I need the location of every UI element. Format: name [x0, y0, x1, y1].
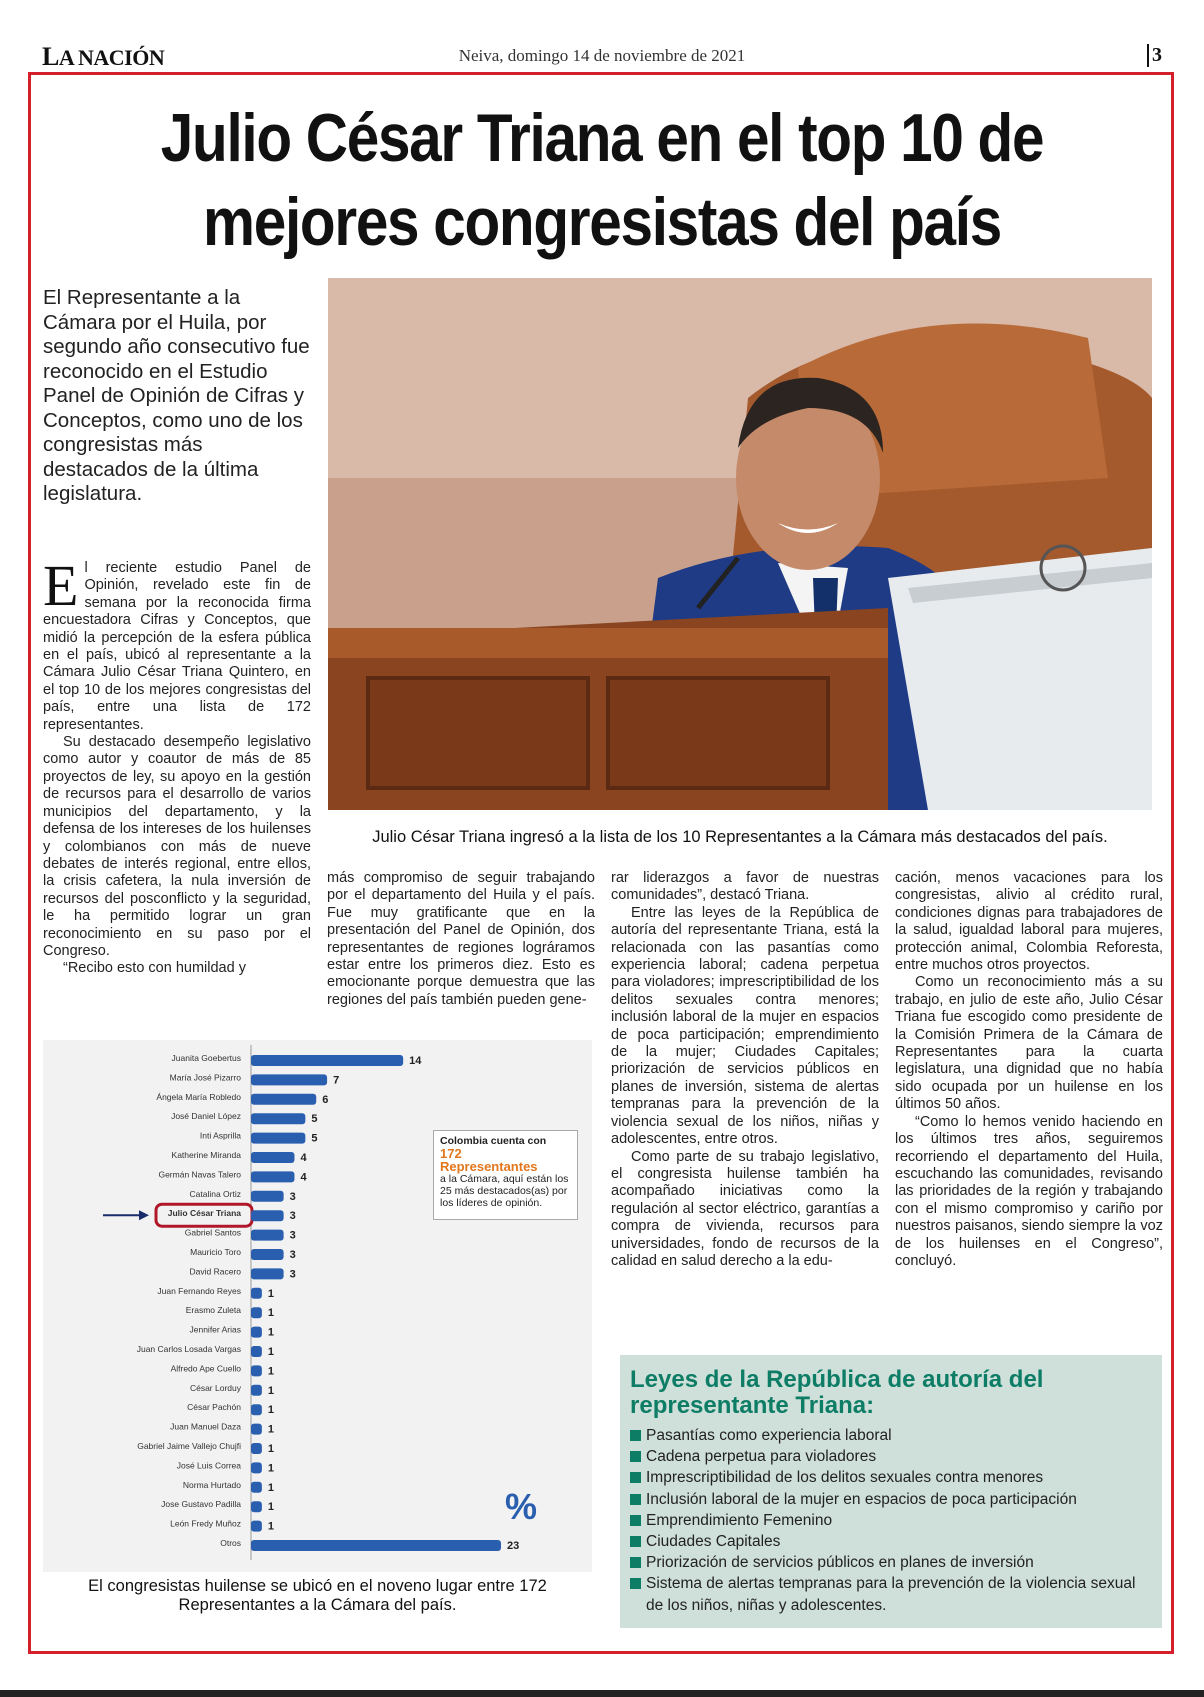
category-label: María José Pizarro [169, 1072, 241, 1083]
bar [251, 1210, 284, 1221]
category-label: José Luis Correa [176, 1460, 241, 1471]
photo-illustration [328, 278, 1152, 810]
main-photo [328, 278, 1152, 810]
drop-cap: E [43, 553, 79, 618]
list-item: Sistema de alertas tempranas para la prevención de la violencia sexual de los niños, niñas y adolescentes. [630, 1573, 1152, 1615]
paragraph: “Recibo esto con humildad y [63, 960, 246, 977]
callout-number-label: Representantes [440, 1159, 538, 1174]
category-label: Catalina Ortiz [189, 1188, 241, 1199]
paragraph: Como parte de su trabajo legislativo, el congresista huilense también ha acompañado iniciativas como la regulación al sector eléctrico, garantías a compra de vivienda, recursos para universidades, fondo de recursos de la calidad en salud derecho a la edu- [611, 1148, 879, 1269]
value-label: 14 [409, 1055, 422, 1067]
bar [251, 1404, 262, 1415]
bar [251, 1133, 305, 1144]
bar [251, 1540, 501, 1551]
dateline: Neiva, domingo 14 de noviembre de 2021 [458, 46, 746, 65]
paragraph: Como un reconocimiento más a su trabajo, en julio de este año, Julio César Triana fue escogido como presidente de la Comisión Primera de la Cámara de Representantes para la cuarta legislatura, una dignidad que no había sido ocupada por un huilense en los últimos 50 años. [895, 974, 1163, 1113]
bar [251, 1501, 262, 1512]
value-label: 4 [300, 1152, 307, 1164]
category-label: Juan Manuel Daza [170, 1421, 241, 1432]
value-label: 6 [322, 1093, 329, 1106]
callout-number: 172 [440, 1146, 462, 1161]
category-label: Germán Navas Talero [158, 1169, 241, 1180]
category-label: Juan Fernando Reyes [157, 1285, 241, 1296]
category-label: César Pachón [187, 1402, 241, 1413]
list-item: Emprendimiento Femenino [630, 1510, 1152, 1531]
paragraph: rar liderazgos a favor de nuestras comunidades”, destacó Triana. [611, 870, 879, 904]
bar [251, 1249, 284, 1260]
list-item: Inclusión laboral de la mujer en espacios de poca participación [630, 1489, 1152, 1510]
value-label: 3 [289, 1210, 296, 1223]
value-label: 1 [267, 1423, 274, 1436]
masthead [42, 42, 1162, 72]
value-label: 23 [507, 1540, 520, 1552]
value-label: 1 [267, 1346, 274, 1358]
category-label: Juanita Goebertus [171, 1053, 241, 1063]
lede: El Representante a la Cámara por el Huila, por segundo año consecutivo fue reconocido en el Estudio Panel de Opinión de Cifras y Conceptos, como uno de los congresistas más destacados de la última legislatura. [43, 286, 310, 505]
bar [251, 1365, 262, 1376]
value-label: 1 [267, 1365, 274, 1378]
category-label: Jose Gustavo Padilla [161, 1499, 241, 1510]
paragraph: El reciente estudio Panel de Opinión, revelado este fin de semana por la reconocida firma encuestadora Cifras y Conceptos, que midió la percepción de la esfera pública en el país, ubicó al representante a la Cámara Julio César Triana Quintero, en el top 10 de los mejores congresistas del país, entre una lista de 172 representantes. [43, 553, 311, 733]
headline: Julio César Triana en el top 10 de mejores congresistas del país [160, 100, 1044, 260]
list-item: Pasantías como experiencia laboral [630, 1425, 1152, 1446]
value-label: 5 [311, 1113, 318, 1126]
value-label: 1 [267, 1384, 274, 1397]
category-label: Alfredo Ape Cuello [170, 1363, 241, 1374]
laws-list [630, 1425, 1152, 1616]
value-label: 1 [267, 1462, 274, 1475]
value-label: 4 [300, 1171, 307, 1184]
category-label: Ángela María Robledo [156, 1091, 241, 1102]
percent-symbol: % [505, 1486, 538, 1527]
bar [251, 1094, 316, 1105]
bar [251, 1171, 294, 1182]
category-label: Erasmo Zuleta [185, 1305, 241, 1316]
value-label: 1 [267, 1481, 274, 1494]
article-column-4 [895, 870, 1163, 1270]
callout-text: a la Cámara, aquí están los 25 más destacados(as) por los líderes de opinión. [440, 1173, 569, 1209]
bar [251, 1074, 327, 1085]
ranking-chart [43, 1040, 592, 1572]
article-column-2 [327, 870, 595, 1009]
value-label: 1 [267, 1443, 274, 1455]
value-label: 7 [333, 1074, 340, 1087]
value-label: 3 [289, 1190, 296, 1203]
category-label: Jennifer Arias [189, 1324, 241, 1335]
value-label: 3 [289, 1249, 296, 1261]
category-label: Mauricio Toro [190, 1247, 241, 1257]
category-label: Norma Hurtado [182, 1479, 241, 1490]
value-label: 1 [267, 1326, 274, 1339]
category-label: César Lorduy [189, 1382, 241, 1393]
bar [251, 1152, 294, 1163]
paragraph: Entre las leyes de la República de autoría del representante Triana, está la relacionada con las pasantías como experiencia laboral; cadena perpetua para violadores; imprescriptibilidad de los delitos sexuales contra menores; inclusión laboral de la mujer en espacios de poca participación; emprendimiento de la mujer; Ciudades Capitales; priorización de servicios públicos en planes de inversión, sistema de alertas tempranas para la prevención de la violencia sexual de los niños, niñas y adolescentes, entre otros. [611, 904, 879, 1148]
category-label: Julio César Triana [167, 1208, 241, 1219]
chart-caption: El congresistas huilense se ubicó en el noveno lugar entre 172 Representantes a la Cámara del país. [88, 1577, 547, 1614]
article-column-1 [43, 553, 311, 978]
paragraph: Su destacado desempeño legislativo como autor y coautor de más de 85 proyectos de ley, su apoyo en la gestión de recursos para el desarrollo de varios municipios del departamento, y la defensa de los intereses de los huilenses y colombianos con más de nueve debates de interés regional, entre ellos, la crisis cafetera, la nula inversión de recursos del posconflicto y la seguridad, le ha permitido lograr un gran reconocimiento en su paso por el Congreso. [43, 734, 311, 959]
category-label: José Daniel López [171, 1111, 241, 1122]
value-label: 1 [267, 1307, 274, 1320]
value-label: 1 [267, 1287, 274, 1300]
value-label: 1 [267, 1520, 274, 1533]
list-item: Cadena perpetua para violadores [630, 1446, 1152, 1467]
category-label: Katherine Miranda [171, 1150, 241, 1160]
category-label: Otros [220, 1538, 241, 1548]
category-label: David Racero [189, 1266, 241, 1277]
laws-sidebar-title: Leyes de la República de autoría del representante Triana: [630, 1366, 1044, 1419]
article-column-3 [611, 870, 879, 1270]
category-label: Juan Carlos Losada Vargas [136, 1344, 241, 1354]
bar [251, 1307, 262, 1318]
list-item: Priorización de servicios públicos en planes de inversión [630, 1552, 1152, 1573]
bar [251, 1346, 262, 1357]
page-number: 3 [1147, 44, 1162, 67]
category-label: Gabriel Jaime Vallejo Chujfi [137, 1441, 241, 1451]
value-label: 1 [267, 1501, 274, 1514]
paragraph: cación, menos vacaciones para los congresistas, alivio al crédito rural, condiciones dignas para trabajadores de la salud, igualdad laboral para mujeres, protección animal, Colombia Reforesta, entre muchos otros proyectos. [895, 870, 1163, 974]
bar [251, 1424, 262, 1435]
bar [251, 1288, 262, 1299]
callout-title: Colombia cuenta con [440, 1135, 547, 1147]
paragraph: más compromiso de seguir trabajando por el departamento del Huila y el país. Fue muy gratificante que en la presentación del Panel de Opinión, dos representantes de regiones lográramos estar entre los primeros diez. Esto es emocionante porque demuestra que las regiones del país también pueden gene- [327, 870, 595, 1008]
value-label: 3 [289, 1268, 296, 1281]
paragraph: “Como lo hemos venido haciendo en los últimos tres años, seguiremos recorriendo el departamento del Huila, escuchando las comunidades, revisando las prioridades de la región y trabajando con el mismo compromiso y cariño por nuestros paisanos, siendo siempre la voz de los huilenses en el Congreso”, concluyó. [895, 1113, 1163, 1269]
bar [251, 1482, 262, 1493]
photo-caption: Julio César Triana ingresó a la lista de los 10 Representantes a la Cámara más destacados del país. [372, 828, 1108, 846]
bar [251, 1268, 284, 1279]
bar [251, 1521, 262, 1532]
bar [251, 1327, 262, 1338]
laws-sidebar [620, 1355, 1162, 1628]
bar [251, 1055, 403, 1066]
value-label: 1 [267, 1404, 274, 1417]
category-label: León Fredy Muñoz [170, 1518, 241, 1529]
category-label: Inti Asprilla [199, 1130, 241, 1141]
bar [251, 1385, 262, 1396]
newspaper-logo: LA NACIÓN [42, 42, 165, 71]
value-label: 3 [289, 1229, 296, 1242]
bar [251, 1191, 284, 1202]
category-label: Gabriel Santos [184, 1227, 241, 1238]
value-label: 5 [311, 1132, 318, 1145]
bar [251, 1443, 262, 1454]
highlight-arrowhead [139, 1210, 149, 1220]
bar [251, 1462, 262, 1473]
list-item: Imprescriptibilidad de los delitos sexuales contra menores [630, 1467, 1152, 1488]
bar [251, 1230, 284, 1241]
list-item: Ciudades Capitales [630, 1531, 1152, 1552]
chart-callout [433, 1130, 578, 1220]
bar [251, 1113, 305, 1124]
bottom-rule [0, 1690, 1204, 1697]
